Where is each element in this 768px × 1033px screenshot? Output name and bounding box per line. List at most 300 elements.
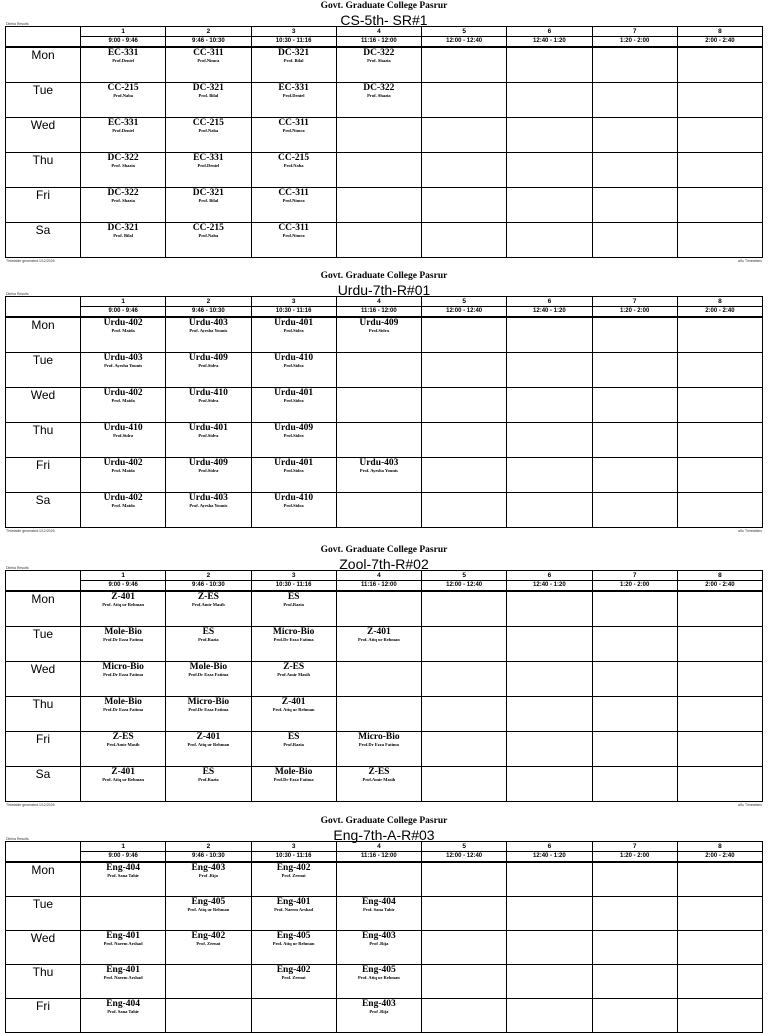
period-number: 2 [166,842,251,852]
teacher-name: Prof. Shazia [367,93,391,98]
period-time: 1:20 - 2:00 [592,852,677,863]
day-label: Mon [6,317,81,353]
footer-generated: Timetable generated:1/12/2026 [6,529,55,533]
lesson-cell [422,223,507,258]
course-code: Eng-405 [276,931,311,941]
day-label: Sa [6,767,81,802]
lesson-cell [422,591,507,627]
lesson-cell [81,153,166,188]
lesson-cell [592,458,677,493]
day-label: Tue [6,627,81,662]
lesson-cell [251,388,336,423]
period-time: 2:00 - 2:40 [677,307,762,318]
day-label: Thu [6,423,81,458]
period-number: 8 [677,297,762,307]
teacher-name: Prof.Sidra [198,468,219,473]
lesson-cell [422,317,507,353]
lesson-cell [677,317,762,353]
teacher-name: Prof.Sidra [283,503,304,508]
period-time: 9:00 - 9:46 [81,852,166,863]
lesson-cell [336,118,421,153]
course-code: Urdu-401 [274,388,314,398]
left-note: Dileha Results [6,292,29,296]
lesson-cell [592,767,677,802]
course-code: Eng-404 [361,897,396,907]
lesson-cell [592,118,677,153]
teacher-name: Prof. Shazia [367,58,391,63]
day-row [6,153,763,188]
teacher-name: Prof. Maida [111,503,135,508]
period-number: 2 [166,297,251,307]
course-code: Urdu-403 [188,493,228,503]
lesson-cell [422,767,507,802]
day-label: Fri [6,732,81,767]
period-time: 11:16 - 12:00 [336,581,421,592]
lesson-cell [677,591,762,627]
lesson-cell [422,153,507,188]
lesson-cell [592,388,677,423]
day-label: Mon [6,862,81,897]
teacher-name: Prof. Naeem Arshad [103,941,143,946]
period-number: 6 [507,842,592,852]
period-number: 1 [81,571,166,581]
teacher-name: Prof.Razia [283,742,304,747]
corner-cell [6,27,81,48]
period-number: 3 [251,297,336,307]
period-time: 9:46 - 10:30 [166,37,251,48]
teacher-name: Prof.Dr Ezza Fatima [188,707,229,712]
lesson-cell [422,353,507,388]
lesson-cell [166,591,251,627]
period-time: 12:00 - 12:40 [422,581,507,592]
lesson-cell [81,317,166,353]
teacher-name: Prof.Razia [283,602,304,607]
period-time: 2:00 - 2:40 [677,852,762,863]
lesson-cell [592,697,677,732]
period-time: 12:00 - 12:40 [422,852,507,863]
teacher-name: Prof.Amir Masih [106,742,140,747]
course-code: Eng-403 [361,999,396,1009]
course-code: Z-ES [368,767,390,777]
lesson-cell [81,862,166,897]
course-code: Eng-405 [361,965,396,975]
teacher-name: Prof.Amir Masih [191,602,225,607]
course-code: Urdu-403 [359,458,399,468]
lesson-cell [592,627,677,662]
lesson-cell [336,317,421,353]
period-number: 7 [592,27,677,37]
teacher-name: Prof.Nimra [282,128,305,133]
lesson-cell [166,662,251,697]
course-code: Eng-403 [361,931,396,941]
college-name: Govt. Graduate College Pasrur [320,545,448,555]
lesson-cell [166,732,251,767]
course-code: DC-321 [278,48,310,58]
lesson-cell [81,591,166,627]
course-code: Urdu-410 [103,423,143,433]
teacher-name: Prof.Naba [198,128,219,133]
lesson-cell [422,862,507,897]
course-code: DC-322 [363,83,395,93]
lesson-cell [251,767,336,802]
day-row [6,388,763,423]
teacher-name: Prof.Deniel [282,93,305,98]
period-time-row [6,307,763,318]
lesson-cell [592,47,677,83]
period-number: 3 [251,27,336,37]
corner-cell [6,842,81,863]
course-code: Urdu-403 [188,318,228,328]
course-code: CC-311 [193,48,224,58]
period-number: 7 [592,842,677,852]
period-number: 6 [507,297,592,307]
day-label: Thu [6,965,81,999]
course-code: EC-331 [107,118,139,128]
day-row [6,353,763,388]
lesson-cell [166,153,251,188]
day-row [6,931,763,965]
lesson-cell [507,317,592,353]
course-code: DC-322 [107,188,139,198]
lesson-cell [677,999,762,1033]
teacher-name: Prof. Maida [111,398,135,403]
day-row [6,118,763,153]
lesson-cell [507,697,592,732]
course-code: Z-401 [196,732,221,742]
lesson-cell [507,388,592,423]
lesson-cell [166,423,251,458]
day-label: Mon [6,591,81,627]
period-time: 11:16 - 12:00 [336,37,421,48]
teacher-name: Prof.Sidra [283,398,304,403]
day-label: Fri [6,458,81,493]
course-code: Z-401 [111,592,135,602]
lesson-cell [422,83,507,118]
teacher-name: Prof.Dr Ezza Fatima [103,672,144,677]
lesson-cell [251,118,336,153]
day-label: Thu [6,697,81,732]
lesson-cell [592,423,677,458]
lesson-cell [592,732,677,767]
day-label: Tue [6,83,81,118]
lesson-cell [166,317,251,353]
course-code: Urdu-410 [274,353,314,363]
day-row [6,999,763,1033]
lesson-cell [677,423,762,458]
lesson-cell [81,353,166,388]
course-code: Urdu-402 [103,458,143,468]
period-time: 9:46 - 10:30 [166,852,251,863]
course-code: Z-ES [283,662,305,672]
period-number: 8 [677,842,762,852]
lesson-cell [422,458,507,493]
course-code: ES [202,627,215,637]
left-note: Dileha Results [6,22,29,26]
lesson-cell [507,591,592,627]
timetable-grid [5,26,763,258]
lesson-cell [507,353,592,388]
period-time: 12:00 - 12:40 [422,37,507,48]
lesson-cell [677,188,762,223]
lesson-cell [422,627,507,662]
period-number: 1 [81,297,166,307]
course-code: Urdu-410 [274,493,314,503]
teacher-name: Prof. Shazia [111,163,135,168]
period-time: 9:46 - 10:30 [166,581,251,592]
course-code: CC-215 [192,223,224,233]
lesson-cell [592,223,677,258]
lesson-cell [507,999,592,1033]
lesson-cell [251,591,336,627]
footer-generated: Timetable generated:1/12/2026 [6,803,55,807]
lesson-cell [422,732,507,767]
lesson-cell [507,458,592,493]
corner-cell [6,297,81,318]
lesson-cell [592,965,677,999]
lesson-cell [251,493,336,528]
lesson-cell [677,388,762,423]
teacher-name: Prof.Sidra [198,363,219,368]
lesson-cell [592,353,677,388]
lesson-cell [592,317,677,353]
teacher-name: Prof.Dr Ezza Fatima [103,637,144,642]
period-time: 11:16 - 12:00 [336,852,421,863]
teacher-name: Prof. Bilal [283,58,304,63]
teacher-name: Prof.Nimra [197,58,220,63]
day-label: Wed [6,118,81,153]
teacher-name: Prof. Atiq ur Rehman [102,777,145,782]
course-code: Mole-Bio [104,627,142,637]
course-code: Mole-Bio [274,767,313,777]
lesson-cell [166,388,251,423]
lesson-cell [422,697,507,732]
lesson-cell [336,47,421,83]
course-code: Z-401 [367,627,391,637]
lesson-cell [336,153,421,188]
day-label: Sa [6,493,81,528]
teacher-name: Prof. Sana Tahir [107,1009,140,1014]
lesson-cell [422,47,507,83]
course-code: Z-401 [111,767,135,777]
lesson-cell [422,388,507,423]
teacher-name: Prof. Maida [111,468,135,473]
lesson-cell [677,897,762,931]
period-time: 9:46 - 10:30 [166,307,251,318]
period-time: 10:30 - 11:16 [251,37,336,48]
lesson-cell [507,188,592,223]
day-row [6,732,763,767]
teacher-name: Prof. Atiq ur Rehman [102,602,145,607]
period-time: 1:20 - 2:00 [592,37,677,48]
corner-cell [6,571,81,592]
course-code: Urdu-402 [103,493,143,503]
lesson-cell [336,223,421,258]
period-number: 3 [251,571,336,581]
day-row [6,897,763,931]
lesson-cell [677,83,762,118]
course-code: Urdu-409 [188,353,228,363]
lesson-cell [592,591,677,627]
class-title: Urdu-7th-R#01 [337,282,431,298]
course-code: EC-331 [278,83,309,93]
lesson-cell [166,353,251,388]
day-label: Tue [6,897,81,931]
lesson-cell [166,83,251,118]
day-row [6,188,763,223]
lesson-cell [166,627,251,662]
day-label: Wed [6,662,81,697]
lesson-cell [81,627,166,662]
course-code: EC-331 [193,153,224,163]
lesson-cell [81,223,166,258]
day-row [6,317,763,353]
lesson-cell [81,458,166,493]
lesson-cell [81,767,166,802]
teacher-name: Prof.Sidra [283,328,304,333]
timetable-grid [5,841,763,1033]
lesson-cell [81,47,166,83]
day-row [6,591,763,627]
day-label: Wed [6,388,81,423]
day-row [6,965,763,999]
class-title: Eng-7th-A-R#03 [333,827,435,843]
lesson-cell [507,897,592,931]
lesson-cell [251,732,336,767]
course-code: Urdu-401 [274,458,314,468]
teacher-name: Prof.Amir Masih [277,672,311,677]
lesson-cell [592,188,677,223]
lesson-cell [592,999,677,1033]
teacher-name: Prof. Shazia [111,198,135,203]
period-time: 9:00 - 9:46 [81,307,166,318]
lesson-cell [251,697,336,732]
course-code: DC-322 [363,48,395,58]
lesson-cell [81,662,166,697]
course-code: Mole-Bio [189,662,228,672]
teacher-name: Prof.Dr Ezza Fatima [273,637,314,642]
lesson-cell [81,388,166,423]
lesson-cell [422,493,507,528]
course-code: Eng-402 [191,931,226,941]
day-label: Mon [6,47,81,83]
college-name: Govt. Graduate College Pasrur [320,816,448,826]
lesson-cell [251,931,336,965]
lesson-cell [507,118,592,153]
lesson-cell [592,662,677,697]
lesson-cell [81,897,166,931]
day-label: Fri [6,188,81,223]
lesson-cell [166,118,251,153]
lesson-cell [81,118,166,153]
teacher-name: Prof.Sidra [283,468,304,473]
lesson-cell [166,697,251,732]
timetable-grid [5,296,763,528]
teacher-name: Prof. Atiq ur Rehman [357,975,400,980]
lesson-cell [81,999,166,1033]
lesson-cell [251,999,336,1033]
period-number-row [6,571,763,581]
lesson-cell [592,153,677,188]
day-row [6,862,763,897]
lesson-cell [251,223,336,258]
lesson-cell [166,965,251,999]
teacher-name: Prof. Bilal [198,93,219,98]
period-time: 12:00 - 12:40 [422,307,507,318]
day-label: Sa [6,223,81,258]
teacher-name: Prof.Razia [198,637,219,642]
lesson-cell [336,767,421,802]
period-number: 1 [81,27,166,37]
teacher-name: Prof.Naba [113,93,134,98]
period-time: 11:16 - 12:00 [336,307,421,318]
course-code: Micro-Bio [102,662,144,672]
lesson-cell [336,493,421,528]
lesson-cell [592,862,677,897]
lesson-cell [507,965,592,999]
period-number: 7 [592,297,677,307]
lesson-cell [251,458,336,493]
period-time-row [6,852,763,863]
lesson-cell [251,47,336,83]
period-number: 2 [166,571,251,581]
period-number: 4 [336,297,421,307]
course-code: Urdu-402 [103,318,143,328]
lesson-cell [507,223,592,258]
period-time: 9:00 - 9:46 [81,581,166,592]
lesson-cell [251,153,336,188]
teacher-name: Prof .Rija [369,1009,389,1014]
teacher-name: Prof .Rija [198,873,218,878]
teacher-name: Prof .Rija [369,941,389,946]
lesson-cell [166,47,251,83]
course-code: DC-322 [107,153,139,163]
period-time-row [6,581,763,592]
lesson-cell [592,931,677,965]
period-number: 4 [336,842,421,852]
teacher-name: Prof. Atiq ur Rehman [272,941,315,946]
course-code: DC-321 [107,223,139,233]
teacher-name: Prof.Amir Masih [362,777,396,782]
course-code: Mole-Bio [104,697,142,707]
lesson-cell [166,862,251,897]
lesson-cell [336,423,421,458]
teacher-name: Prof.Sidra [198,433,219,438]
period-number: 5 [422,27,507,37]
day-label: Tue [6,353,81,388]
lesson-cell [422,662,507,697]
course-code: Urdu-403 [103,353,143,363]
period-number-row [6,27,763,37]
day-row [6,83,763,118]
period-number-row [6,297,763,307]
lesson-cell [166,493,251,528]
lesson-cell [251,662,336,697]
lesson-cell [166,897,251,931]
period-time: 9:00 - 9:46 [81,37,166,48]
class-title: Zool-7th-R#02 [339,556,429,572]
teacher-name: Prof. Atiq ur Rehman [272,707,315,712]
lesson-cell [507,153,592,188]
lesson-cell [592,493,677,528]
lesson-cell [81,697,166,732]
lesson-cell [81,931,166,965]
teacher-name: Prof. Ayesha Younis [359,468,398,473]
lesson-cell [336,897,421,931]
period-time: 12:40 - 1:20 [507,307,592,318]
day-label: Thu [6,153,81,188]
lesson-cell [507,662,592,697]
college-name: Govt. Graduate College Pasrur [320,271,448,281]
